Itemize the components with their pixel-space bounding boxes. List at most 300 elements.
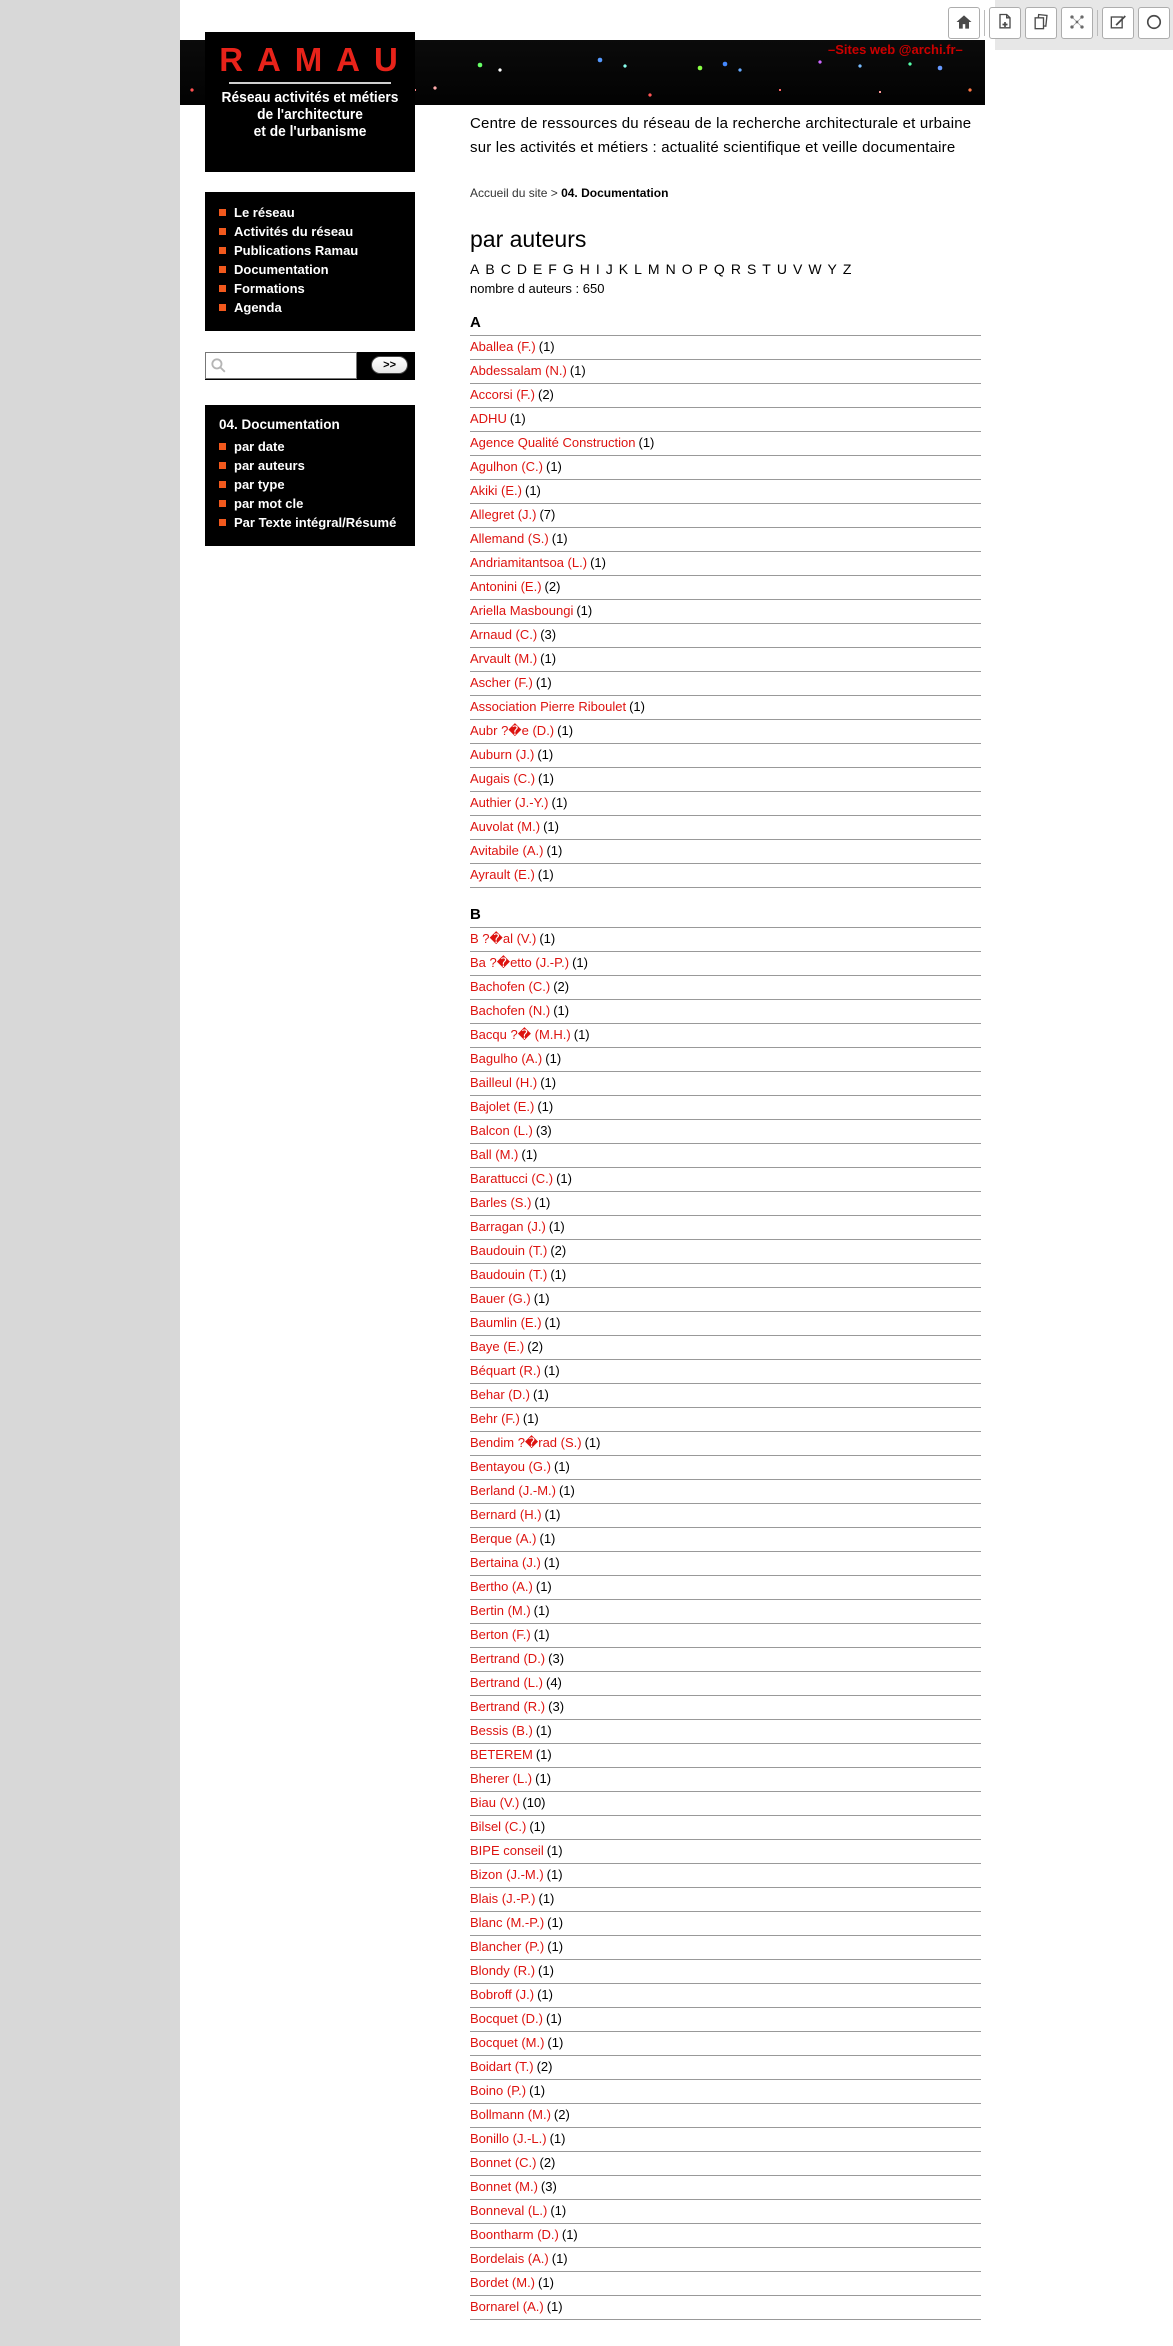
author-doc-count: (1) [535, 675, 552, 690]
author-doc-count: (1) [521, 1147, 538, 1162]
alphabet-letter[interactable]: O [681, 261, 693, 277]
author-doc-count: (2) [550, 1243, 567, 1258]
author-row [470, 1600, 981, 1624]
toolbar-divider [1097, 10, 1098, 36]
alphabet-letter[interactable]: K [618, 261, 629, 277]
author-link[interactable]: Bagulho (A.) [470, 1051, 543, 1066]
edit-icon [1108, 12, 1128, 35]
author-link[interactable]: Barragan (J.) [470, 1219, 546, 1234]
author-doc-count: (1) [543, 1363, 560, 1378]
alphabet-letter[interactable]: U [776, 261, 787, 277]
author-row [470, 384, 981, 408]
author-row [470, 1288, 981, 1312]
author-row [470, 1888, 981, 1912]
author-doc-count: (1) [538, 339, 555, 354]
author-row [470, 2296, 981, 2320]
alphabet-letter[interactable]: J [605, 261, 613, 277]
author-doc-count: (1) [545, 2011, 562, 2026]
author-row [470, 528, 981, 552]
section-menu-title[interactable]: 04. Documentation [219, 417, 340, 432]
author-doc-count: (1) [539, 931, 556, 946]
menu-item-label: Par Texte intégral/Résumé [234, 515, 397, 530]
author-row [470, 1048, 981, 1072]
author-row [470, 1912, 981, 1936]
ramau-logo[interactable] [205, 32, 415, 172]
author-link[interactable]: Bauer (G.) [470, 1291, 531, 1306]
author-link[interactable]: BIPE conseil [470, 1843, 544, 1858]
author-link[interactable]: Baye (E.) [470, 1339, 525, 1354]
author-row [470, 2128, 981, 2152]
author-doc-count: (1) [553, 1003, 570, 1018]
edit-button[interactable] [1102, 7, 1134, 39]
author-link[interactable]: Allemand (S.) [470, 531, 549, 546]
author-link[interactable]: Bilsel (C.) [470, 1819, 527, 1834]
author-link[interactable]: Bornarel (A.) [470, 2299, 544, 2314]
author-doc-count: (1) [537, 867, 554, 882]
author-link[interactable]: Agulhon (C.) [470, 459, 543, 474]
author-row [470, 456, 981, 480]
author-link[interactable]: Berque (A.) [470, 1531, 537, 1546]
alphabet-letter[interactable]: C [500, 261, 511, 277]
author-doc-count: (1) [546, 1867, 563, 1882]
author-link[interactable]: Association Pierre Riboulet [470, 699, 627, 714]
author-row [470, 1528, 981, 1552]
author-link[interactable]: Bertaina (J.) [470, 1555, 541, 1570]
author-doc-count: (1) [529, 1819, 546, 1834]
author-row [470, 1936, 981, 1960]
author-link[interactable]: Behar (D.) [470, 1387, 530, 1402]
author-row [470, 720, 981, 744]
author-doc-count: (1) [543, 1555, 560, 1570]
author-link[interactable]: Akiki (E.) [470, 483, 522, 498]
menu-item-label: Le réseau [234, 205, 295, 220]
author-row [470, 1168, 981, 1192]
author-doc-count: (1) [544, 1507, 561, 1522]
author-link[interactable]: BETEREM [470, 1747, 533, 1762]
author-link[interactable]: Boidart (T.) [470, 2059, 534, 2074]
author-row [470, 2032, 981, 2056]
bullet-icon [219, 462, 226, 469]
main-menu-item[interactable] [219, 262, 407, 278]
author-row [470, 1312, 981, 1336]
author-link[interactable]: Bacqu ?� (M.H.) [470, 1027, 571, 1042]
author-link[interactable]: Bocquet (M.) [470, 2035, 545, 2050]
author-row [470, 2056, 981, 2080]
section-menu-item[interactable] [219, 477, 407, 493]
author-link[interactable]: Aubr ?�e (D.) [470, 723, 555, 738]
new-document-button[interactable] [989, 7, 1021, 39]
author-doc-count: (1) [553, 1459, 570, 1474]
author-link[interactable]: Bonillo (J.-L.) [470, 2131, 547, 2146]
author-doc-count: (1) [558, 1483, 575, 1498]
author-row [470, 744, 981, 768]
author-row [470, 1384, 981, 1408]
section-menu [205, 405, 415, 546]
alphabet-letter[interactable]: N [665, 261, 676, 277]
breadcrumb-home-link[interactable]: Accueil du site [470, 186, 548, 200]
section-menu-item[interactable] [219, 496, 407, 512]
author-doc-count: (2) [553, 2107, 570, 2122]
author-row [470, 1816, 981, 1840]
author-link[interactable]: Bendim ?�rad (S.) [470, 1435, 582, 1450]
alphabet-letter[interactable]: A [470, 261, 480, 277]
main-menu-item[interactable] [219, 205, 407, 221]
search-bar [205, 352, 415, 380]
author-link[interactable]: Bordet (M.) [470, 2275, 536, 2290]
author-doc-count: (10) [522, 1795, 546, 1810]
author-doc-count: (7) [539, 507, 556, 522]
alphabet-letter[interactable]: W [808, 261, 822, 277]
main-menu-item[interactable] [219, 300, 407, 316]
new-document-icon [995, 12, 1015, 35]
breadcrumb-current[interactable]: 04. Documentation [561, 186, 669, 200]
author-doc-count: (4) [545, 1675, 562, 1690]
author-doc-count: (2) [539, 2155, 556, 2170]
logo-subtitle-line: de l'architecture [257, 107, 363, 123]
logo-title: R A M A U [219, 41, 401, 78]
author-row [470, 1696, 981, 1720]
author-row [470, 672, 981, 696]
author-doc-count: (2) [538, 387, 554, 402]
author-doc-count: (1) [546, 1843, 563, 1858]
author-row [470, 1792, 981, 1816]
author-link[interactable]: Bordelais (A.) [470, 2251, 549, 2266]
search-submit-button[interactable]: >> [371, 356, 408, 374]
author-doc-count: (1) [529, 2083, 546, 2098]
author-row [470, 1672, 981, 1696]
author-row [470, 1432, 981, 1456]
author-doc-count: (1) [538, 2275, 554, 2290]
author-row [470, 2008, 981, 2032]
section-menu-item[interactable] [219, 515, 407, 531]
author-link[interactable]: Baudouin (T.) [470, 1243, 548, 1258]
author-link[interactable]: Bertrand (L.) [470, 1675, 543, 1690]
author-link[interactable]: Berland (J.-M.) [470, 1483, 556, 1498]
author-row [470, 1624, 981, 1648]
author-link[interactable]: Baudouin (T.) [470, 1267, 548, 1282]
copy-pages-button[interactable] [1025, 7, 1057, 39]
author-link[interactable]: Biau (V.) [470, 1795, 520, 1810]
author-row [470, 1960, 981, 1984]
author-doc-count: (1) [538, 1963, 554, 1978]
author-link[interactable]: Avitabile (A.) [470, 843, 544, 858]
alphabet-letter[interactable]: Y [827, 261, 837, 277]
author-doc-count: (1) [557, 723, 574, 738]
author-doc-count: (1) [540, 651, 557, 666]
author-row [470, 1768, 981, 1792]
author-row [470, 432, 981, 456]
author-link[interactable]: Ascher (F.) [470, 675, 533, 690]
author-row [470, 624, 981, 648]
author-doc-count: (1) [538, 1891, 555, 1906]
section-menu-items [219, 439, 407, 531]
breadcrumb [470, 186, 981, 200]
author-row [470, 2176, 981, 2200]
author-doc-count: (1) [556, 1171, 572, 1186]
section-letter-a: A [470, 314, 981, 336]
author-row [470, 928, 981, 952]
bullet-icon [219, 285, 226, 292]
bullet-icon [219, 247, 226, 254]
alphabet-letter[interactable]: F [548, 261, 557, 277]
author-doc-count: (1) [535, 1579, 552, 1594]
author-link[interactable]: Bollmann (M.) [470, 2107, 551, 2122]
author-doc-count: (3) [540, 627, 557, 642]
tagline-line: Centre de ressources du réseau de la recherche architecturale et urbaine [470, 115, 972, 132]
author-doc-count: (1) [551, 531, 568, 546]
author-doc-count: (1) [546, 843, 563, 858]
author-link[interactable]: Accorsi (F.) [470, 387, 535, 402]
logo-subtitle-line: Réseau activités et métiers [221, 90, 399, 106]
alphabet-letter[interactable]: Q [713, 261, 725, 277]
author-doc-count: (1) [509, 411, 526, 426]
author-link[interactable]: Bertrand (R.) [470, 1699, 546, 1714]
alphabet-letter[interactable]: L [634, 261, 642, 277]
author-link[interactable]: Arnaud (C.) [470, 627, 538, 642]
author-link[interactable]: Boino (P.) [470, 2083, 527, 2098]
alphabet-letter[interactable]: B [485, 261, 495, 277]
toolbar-divider [984, 10, 985, 36]
author-link[interactable]: Bherer (L.) [470, 1771, 533, 1786]
author-row [470, 976, 981, 1000]
author-row [470, 576, 981, 600]
author-doc-count: (1) [546, 2299, 563, 2314]
menu-item-label: par type [234, 477, 285, 492]
author-link[interactable]: Authier (J.-Y.) [470, 795, 549, 810]
author-row [470, 2080, 981, 2104]
author-link[interactable]: Bernard (H.) [470, 1507, 542, 1522]
bullet-icon [219, 481, 226, 488]
main-content [470, 186, 981, 2320]
menu-item-label: Publications Ramau [234, 243, 359, 258]
author-row [470, 1264, 981, 1288]
author-link[interactable]: Blais (J.-P.) [470, 1891, 536, 1906]
author-row [470, 864, 981, 888]
author-link[interactable]: Abdessalam (N.) [470, 363, 567, 378]
author-link[interactable]: Bocquet (D.) [470, 2011, 543, 2026]
author-link[interactable]: Bertrand (D.) [470, 1651, 546, 1666]
author-link[interactable]: Bajolet (E.) [470, 1099, 535, 1114]
alphabet-letter[interactable]: M [647, 261, 660, 277]
author-row [470, 1840, 981, 1864]
author-row [470, 2152, 981, 2176]
menu-item-label: Activités du réseau [234, 224, 354, 239]
author-link[interactable]: Blanc (M.-P.) [470, 1915, 545, 1930]
author-link[interactable]: Berton (F.) [470, 1627, 531, 1642]
author-row [470, 1336, 981, 1360]
author-link[interactable]: Balcon (L.) [470, 1123, 533, 1138]
author-doc-count: (1) [584, 1435, 601, 1450]
author-link[interactable]: Boontharm (D.) [470, 2227, 559, 2242]
bullet-icon [219, 304, 226, 311]
alphabet-letter[interactable]: R [730, 261, 741, 277]
author-link[interactable]: B ?�al (V.) [470, 931, 537, 946]
author-link[interactable]: Blondy (R.) [470, 1963, 536, 1978]
author-doc-count: (1) [551, 2251, 568, 2266]
author-row [470, 1216, 981, 1240]
author-row [470, 1144, 981, 1168]
author-doc-count: (1) [547, 1915, 564, 1930]
logo-divider [229, 82, 391, 84]
author-doc-count: (1) [535, 1723, 552, 1738]
author-link[interactable]: Barattucci (C.) [470, 1171, 554, 1186]
author-doc-count: (1) [545, 1051, 562, 1066]
refresh-button[interactable] [1138, 7, 1170, 39]
section-menu-item[interactable] [219, 439, 407, 455]
network-button[interactable] [1061, 7, 1093, 39]
alphabet-letter[interactable]: E [532, 261, 543, 277]
main-menu-item[interactable] [219, 224, 407, 240]
menu-item-label: Formations [234, 281, 305, 296]
author-link[interactable]: Bertho (A.) [470, 1579, 533, 1594]
author-link[interactable]: Barles (S.) [470, 1195, 532, 1210]
author-link[interactable]: Bachofen (N.) [470, 1003, 551, 1018]
author-row [470, 1000, 981, 1024]
author-doc-count: (1) [544, 1315, 561, 1330]
bullet-icon [219, 443, 226, 450]
author-doc-count: (1) [572, 955, 588, 970]
author-doc-count: (1) [576, 603, 593, 618]
author-row [470, 2200, 981, 2224]
breadcrumb-separator: > [550, 186, 558, 200]
author-link[interactable]: Bizon (J.-M.) [470, 1867, 544, 1882]
author-link[interactable]: Aballea (F.) [470, 339, 536, 354]
author-link[interactable]: Augais (C.) [470, 771, 536, 786]
author-link[interactable]: Bessis (B.) [470, 1723, 533, 1738]
author-link[interactable]: Ball (M.) [470, 1147, 519, 1162]
author-link[interactable]: Behr (F.) [470, 1411, 520, 1426]
alphabet-letter[interactable]: V [792, 261, 803, 277]
author-row [470, 2104, 981, 2128]
author-row [470, 1408, 981, 1432]
author-link[interactable]: Bentayou (G.) [470, 1459, 551, 1474]
author-link[interactable]: Bonneval (L.) [470, 2203, 548, 2218]
page-title: par auteurs [470, 226, 587, 252]
author-doc-count: (1) [534, 1195, 551, 1210]
author-link[interactable]: Allegret (J.) [470, 507, 537, 522]
author-link[interactable]: Auvolat (M.) [470, 819, 541, 834]
home-button[interactable] [948, 7, 980, 39]
browser-toolbar [948, 7, 1170, 39]
menu-item-label: par date [234, 439, 285, 454]
author-row [470, 648, 981, 672]
alphabet-letter[interactable]: I [595, 261, 600, 277]
author-link[interactable]: Bachofen (C.) [470, 979, 551, 994]
network-icon [1067, 12, 1087, 35]
section-menu-item[interactable] [219, 458, 407, 474]
author-row [470, 1504, 981, 1528]
main-menu-item[interactable] [219, 243, 407, 259]
bullet-icon [219, 519, 226, 526]
author-doc-count: (2) [536, 2059, 553, 2074]
author-doc-count: (1) [590, 555, 606, 570]
alphabet-letter[interactable]: P [698, 261, 708, 277]
author-row [470, 1576, 981, 1600]
author-row [470, 408, 981, 432]
copy-pages-icon [1031, 12, 1051, 35]
author-row [470, 1456, 981, 1480]
author-link[interactable]: Bobroff (J.) [470, 1987, 535, 2002]
author-row [470, 360, 981, 384]
author-row [470, 1984, 981, 2008]
author-row [470, 480, 981, 504]
main-menu-item[interactable] [219, 281, 407, 297]
author-row [470, 1240, 981, 1264]
author-doc-count: (1) [522, 1411, 539, 1426]
alphabet-letter[interactable]: D [516, 261, 527, 277]
home-icon [954, 12, 974, 35]
author-doc-count: (3) [535, 1123, 552, 1138]
author-row [470, 1648, 981, 1672]
author-doc-count: (1) [638, 435, 655, 450]
author-doc-count: (1) [533, 1291, 550, 1306]
alphabet-letter[interactable]: T [762, 261, 771, 277]
author-list-b [470, 928, 981, 2320]
author-link[interactable]: Bertin (M.) [470, 1603, 531, 1618]
author-link[interactable]: Ariella Masboungi [470, 603, 574, 618]
author-row [470, 504, 981, 528]
author-link[interactable]: Andriamitantsoa (L.) [470, 555, 588, 570]
author-row [470, 1552, 981, 1576]
author-row [470, 1720, 981, 1744]
search-icon [209, 356, 229, 381]
alphabet-letter[interactable]: Z [842, 261, 852, 277]
author-link[interactable]: Agence Qualité Construction [470, 435, 636, 450]
author-link[interactable]: Ayrault (E.) [470, 867, 535, 882]
site-tagline [470, 112, 1010, 160]
author-link[interactable]: Baumlin (E.) [470, 1315, 542, 1330]
author-link[interactable]: Béquart (R.) [470, 1363, 541, 1378]
menu-item-label: par auteurs [234, 458, 305, 473]
author-row [470, 952, 981, 976]
author-link[interactable]: Arvault (M.) [470, 651, 538, 666]
bullet-icon [219, 228, 226, 235]
alphabet-letter[interactable]: S [746, 261, 757, 277]
author-doc-count: (1) [525, 483, 541, 498]
refresh-icon [1144, 12, 1164, 35]
author-row [470, 552, 981, 576]
author-doc-count: (1) [550, 2203, 567, 2218]
author-doc-count: (1) [535, 1771, 552, 1786]
bullet-icon [219, 500, 226, 507]
author-doc-count: (1) [629, 699, 645, 714]
alphabet-letter[interactable]: H [579, 261, 590, 277]
author-row [470, 1120, 981, 1144]
author-link[interactable]: Auburn (J.) [470, 747, 535, 762]
author-row [470, 1744, 981, 1768]
author-link[interactable]: Blancher (P.) [470, 1939, 545, 1954]
author-doc-count: (1) [548, 1219, 565, 1234]
author-row [470, 1072, 981, 1096]
alphabet-letter[interactable]: G [562, 261, 574, 277]
author-link[interactable]: Ba ?�etto (J.-P.) [470, 955, 570, 970]
author-doc-count: (1) [551, 795, 568, 810]
author-link[interactable]: Bonnet (M.) [470, 2179, 538, 2194]
author-link[interactable]: Bailleul (H.) [470, 1075, 538, 1090]
author-link[interactable]: ADHU [470, 411, 507, 426]
author-doc-count: (1) [545, 459, 562, 474]
author-doc-count: (1) [540, 1075, 557, 1090]
author-row [470, 1360, 981, 1384]
author-doc-count: (3) [548, 1651, 565, 1666]
sites-web-archi-link[interactable]: –Sites web @archi.fr– [828, 42, 963, 57]
author-link[interactable]: Antonini (E.) [470, 579, 542, 594]
alphabet-index [470, 261, 981, 277]
author-doc-count: (1) [535, 1747, 552, 1762]
author-row [470, 600, 981, 624]
author-link[interactable]: Bonnet (C.) [470, 2155, 537, 2170]
author-row [470, 768, 981, 792]
